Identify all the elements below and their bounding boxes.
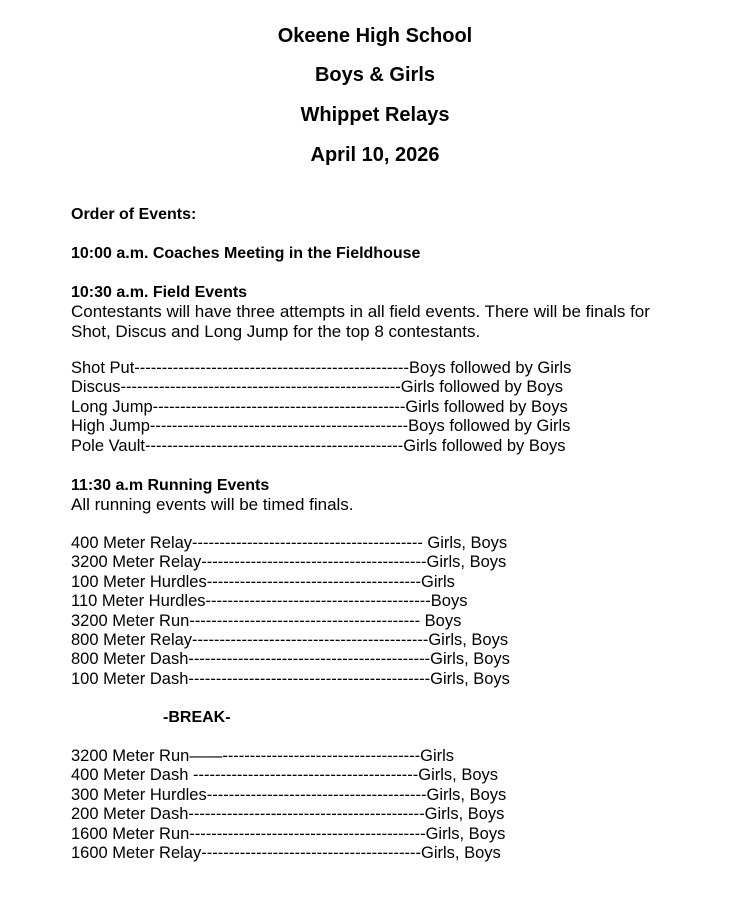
list-item <box>71 417 571 436</box>
event-line: 3200 Meter Relay-----------------------------------------Girls, Boys <box>71 553 507 572</box>
event-line: Discus---------------------------------------------------Girls followed by Boys <box>71 378 564 397</box>
meet-name: Whippet Relays <box>300 104 450 126</box>
list-item <box>71 437 571 456</box>
list-item <box>71 398 571 417</box>
event-line: High Jump-----------------------------------------------Boys followed by Girls <box>71 417 571 436</box>
event-line: 800 Meter Dash--------------------------------------------Girls, Boys <box>71 650 510 669</box>
event-line: 110 Meter Hurdles-----------------------------------------Boys <box>71 592 468 611</box>
after-break-events-list <box>71 747 506 863</box>
field-events-list <box>71 359 571 456</box>
list-item <box>71 612 510 631</box>
division-title: Boys & Girls <box>314 64 436 86</box>
list-item <box>71 553 510 572</box>
list-item <box>71 766 506 785</box>
running-events-description: All running events will be timed finals. <box>71 495 354 514</box>
order-of-events-heading: Order of Events: <box>71 206 197 223</box>
list-item <box>71 631 510 650</box>
list-item <box>71 786 506 805</box>
event-line: 400 Meter Dash -----------------------------------------Girls, Boys <box>71 766 499 785</box>
list-item <box>71 592 510 611</box>
list-item <box>71 359 571 378</box>
event-line: 300 Meter Hurdles----------------------------------------Girls, Boys <box>71 785 507 804</box>
event-line: 100 Meter Hurdles---------------------------------------Girls <box>71 572 455 591</box>
event-line: 1600 Meter Run-------------------------------------------Girls, Boys <box>71 824 506 843</box>
list-item <box>71 670 510 689</box>
event-line: 400 Meter Relay------------------------------------------ Girls, Boys <box>71 534 508 552</box>
list-item <box>71 825 506 844</box>
coaches-meeting-line: 10:00 a.m. Coaches Meeting in the Fieldhouse <box>71 245 421 262</box>
break-label: -BREAK- <box>163 709 231 726</box>
event-line: 200 Meter Dash-------------------------------------------Girls, Boys <box>71 805 505 824</box>
list-item <box>71 805 506 824</box>
running-events-list <box>71 534 510 689</box>
field-events-description: Contestants will have three attempts in all field events. There will be finals for Shot, Discus and Long Jump for the top 8 contestants. <box>71 302 650 341</box>
school-name: Okeene High School <box>277 25 473 47</box>
event-line: Shot Put--------------------------------------------------Boys followed by Girls <box>71 359 572 377</box>
list-item <box>71 378 571 397</box>
event-line: 1600 Meter Relay----------------------------------------Girls, Boys <box>71 843 501 862</box>
event-line: 100 Meter Dash--------------------------------------------Girls, Boys <box>71 669 510 688</box>
meet-date: April 10, 2026 <box>310 144 440 166</box>
event-line: 3200 Meter Run——------------------------------------Girls <box>71 747 455 765</box>
event-line: Long Jump----------------------------------------------Girls followed by Boys <box>71 397 568 416</box>
list-item <box>71 573 510 592</box>
field-events-heading: 10:30 a.m. Field Events <box>71 284 248 301</box>
event-line: 3200 Meter Run------------------------------------------ Boys <box>71 611 462 630</box>
list-item <box>71 650 510 669</box>
list-item <box>71 844 506 863</box>
list-item <box>71 534 510 553</box>
event-line: Pole Vault-----------------------------------------------Girls followed by Boys <box>71 436 566 455</box>
list-item <box>71 747 506 766</box>
running-events-heading: 11:30 a.m Running Events <box>71 477 270 494</box>
event-line: 800 Meter Relay-------------------------------------------Girls, Boys <box>71 630 509 649</box>
